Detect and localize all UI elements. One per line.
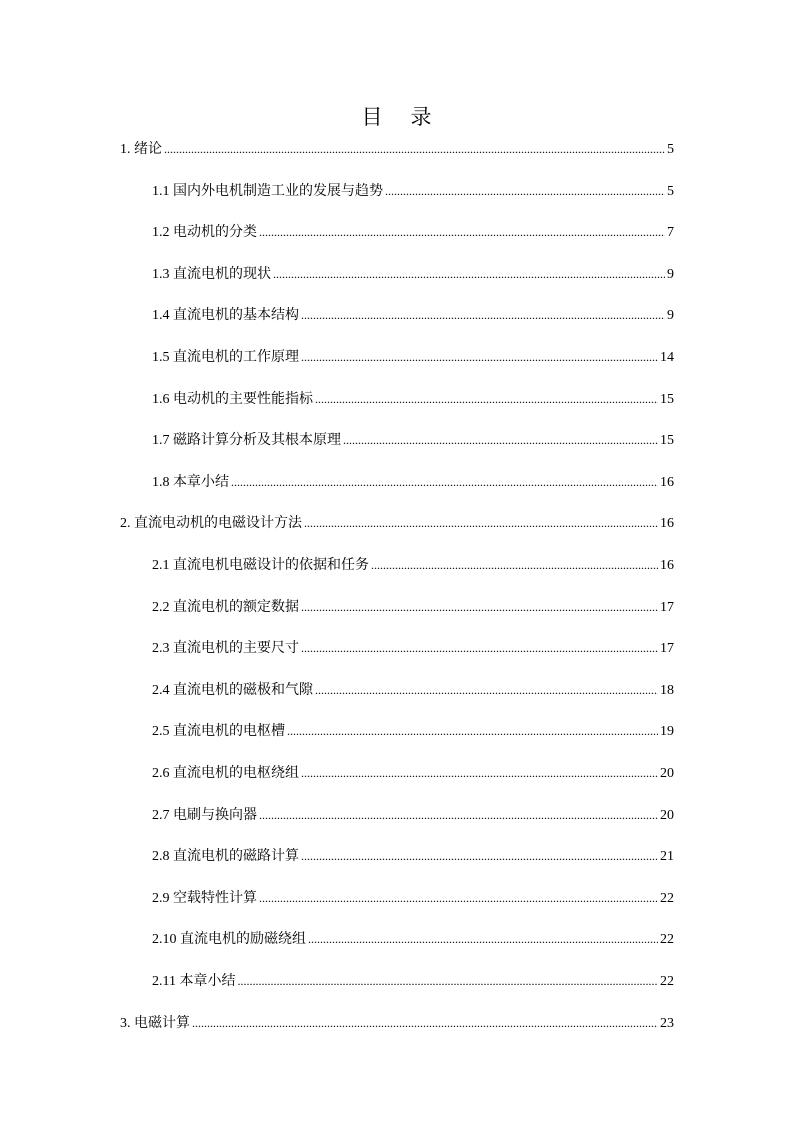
toc-dot-leader [371, 555, 658, 575]
toc-section-entry[interactable] [152, 680, 674, 700]
toc-page-number: 19 [660, 724, 674, 740]
toc-entry-label: 2.4 直流电机的磁极和气隙 [152, 682, 313, 698]
toc-section-entry[interactable] [152, 805, 674, 825]
toc-page-number: 21 [660, 849, 674, 865]
toc-section-entry[interactable] [152, 597, 674, 617]
toc-page-number: 16 [660, 516, 674, 532]
toc-entry-label: 1.7 磁路计算分析及其根本原理 [152, 433, 341, 449]
toc-page-number: 16 [660, 474, 674, 490]
toc-dot-leader [343, 430, 658, 450]
toc-dot-leader [259, 888, 658, 908]
toc-entry-label: 2.7 电刷与换向器 [152, 807, 257, 823]
toc-page-number: 22 [660, 974, 674, 989]
toc-page-number: 14 [660, 350, 674, 365]
toc-section-entry[interactable] [152, 888, 674, 908]
toc-entry-label: 1.2 电动机的分类 [152, 225, 257, 241]
toc-page-number: 20 [660, 807, 674, 823]
toc-section-entry[interactable] [152, 305, 674, 325]
toc-dot-leader [301, 305, 665, 325]
toc-entry-label: 2. 直流电动机的电磁设计方法 [120, 516, 302, 532]
toc-page-number: 22 [660, 932, 674, 948]
toc-section-entry[interactable] [152, 430, 674, 450]
toc-section-entry[interactable] [152, 472, 674, 492]
toc-section-entry[interactable] [152, 763, 674, 783]
toc-entry-label: 1.8 本章小结 [152, 474, 229, 490]
toc-dot-leader [259, 805, 658, 825]
toc-dot-leader [164, 139, 665, 159]
toc-dot-leader [287, 721, 658, 741]
toc-dot-leader [301, 846, 658, 866]
toc-section-entry[interactable] [152, 929, 674, 949]
toc-entry-label: 2.11 本章小结 [152, 974, 236, 989]
toc-section-entry[interactable] [152, 846, 674, 866]
toc-dot-leader [308, 929, 658, 949]
toc-section-entry[interactable] [152, 389, 674, 409]
toc-entry-label: 1.5 直流电机的工作原理 [152, 350, 299, 365]
toc-section-entry[interactable] [152, 638, 674, 658]
toc-section-entry[interactable] [152, 347, 674, 367]
toc-page-number: 15 [660, 433, 674, 449]
toc-dot-leader [259, 222, 665, 242]
toc-dot-leader [315, 389, 658, 409]
toc-entry-label: 2.3 直流电机的主要尺寸 [152, 641, 299, 657]
toc-section-entry[interactable] [152, 555, 674, 575]
toc-entry-label: 2.6 直流电机的电枢绕组 [152, 766, 299, 781]
toc-dot-leader [231, 472, 658, 492]
toc-entry-label: 1.6 电动机的主要性能指标 [152, 391, 313, 407]
toc-entry-label: 1.4 直流电机的基本结构 [152, 308, 299, 324]
toc-entry-label: 3. 电磁计算 [120, 1015, 190, 1031]
toc-page-number: 5 [667, 183, 674, 199]
toc-page-number: 20 [660, 766, 674, 781]
toc-dot-leader [304, 513, 658, 533]
page-title: 目录 [361, 105, 460, 129]
toc-dot-leader [315, 680, 658, 700]
toc-section-entry[interactable] [152, 721, 674, 741]
toc-page-number: 18 [660, 682, 674, 698]
toc-entry-label: 2.8 直流电机的磁路计算 [152, 849, 299, 865]
toc-page-number: 9 [667, 266, 674, 282]
toc-entry-label: 2.10 直流电机的励磁绕组 [152, 932, 306, 948]
toc-dot-leader [237, 971, 658, 991]
toc-entry-label: 2.1 直流电机电磁设计的依据和任务 [152, 558, 369, 573]
toc-dot-leader [301, 347, 658, 367]
toc-section-entry[interactable] [152, 181, 674, 201]
toc-section-entry[interactable] [152, 971, 674, 991]
toc-entry-label: 2.9 空载特性计算 [152, 890, 257, 906]
toc-entry-label: 1. 绪论 [120, 142, 162, 157]
toc-page-number: 23 [660, 1015, 674, 1031]
toc-page-number: 22 [660, 890, 674, 906]
toc-page-number: 16 [660, 558, 674, 573]
toc-dot-leader [385, 181, 665, 201]
toc-section-entry[interactable] [152, 264, 674, 284]
toc-page-number: 17 [660, 641, 674, 657]
toc-page-number: 9 [667, 308, 674, 324]
toc-page-number: 5 [667, 142, 674, 157]
toc-dot-leader [273, 264, 665, 284]
toc-dot-leader [301, 597, 658, 617]
toc-chapter-entry[interactable] [120, 139, 674, 159]
toc-entry-label: 1.1 国内外电机制造工业的发展与趋势 [152, 183, 383, 199]
toc-section-entry[interactable] [152, 222, 674, 242]
toc-dot-leader [301, 763, 658, 783]
toc-entry-label: 2.2 直流电机的额定数据 [152, 599, 299, 615]
toc-page-number: 7 [667, 225, 674, 241]
toc-page-number: 17 [660, 599, 674, 615]
toc-chapter-entry[interactable] [120, 513, 674, 533]
toc-dot-leader [301, 638, 658, 658]
toc-page-number: 15 [660, 391, 674, 407]
toc-chapter-entry[interactable] [120, 1013, 674, 1033]
toc-entry-label: 1.3 直流电机的现状 [152, 266, 271, 282]
toc-dot-leader [192, 1013, 658, 1033]
toc-entry-label: 2.5 直流电机的电枢槽 [152, 724, 285, 740]
